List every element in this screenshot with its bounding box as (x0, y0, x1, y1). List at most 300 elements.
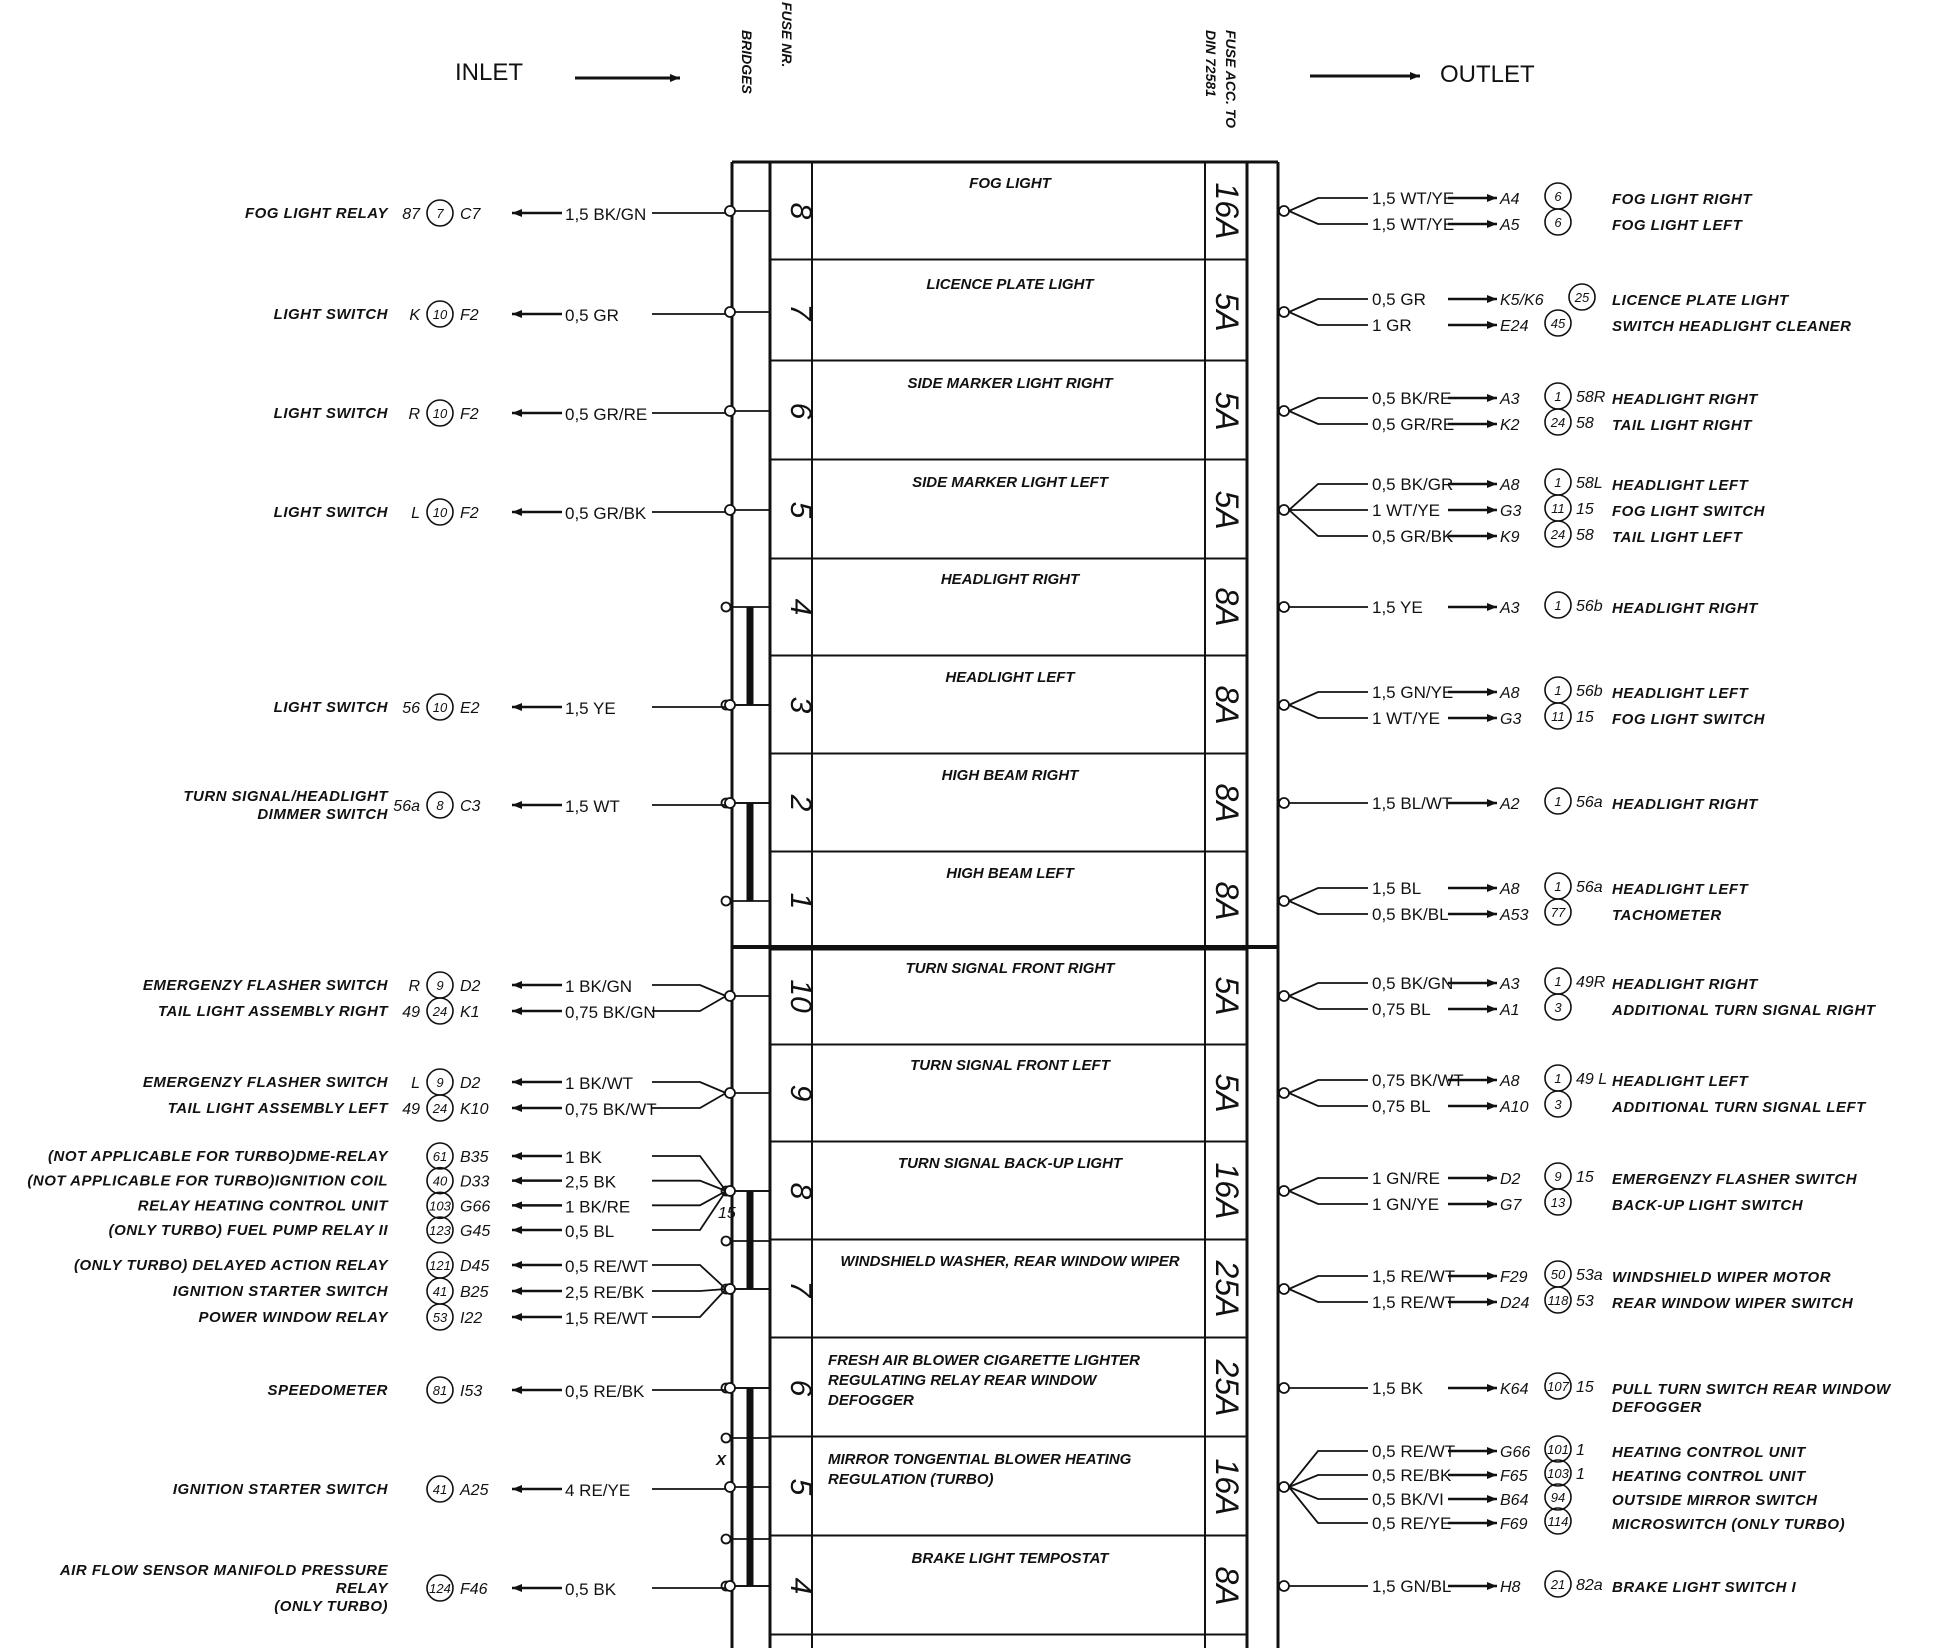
outlet-connector-code: A10 (1500, 1099, 1529, 1116)
outlet-connector-code: K9 (1500, 529, 1520, 546)
outlet-wire (1289, 1460, 1807, 1487)
inlet-component-label: IGNITION STARTER SWITCH (172, 1481, 388, 1498)
inlet-wire-spec: 1,5 YE (565, 699, 616, 718)
inlet-wire-spec: 1,5 WT (565, 797, 620, 816)
inlet-component-ref: 103 (429, 1198, 451, 1214)
outlet-wire (1289, 1287, 1854, 1313)
fuse-number: 3 (784, 696, 817, 714)
inlet-component-label: LIGHT SWITCH (273, 405, 388, 422)
outlet-connector-code: D24 (1500, 1295, 1530, 1312)
outlet-terminal: 15 (1576, 501, 1594, 518)
bridge-terminal (722, 603, 731, 612)
fuse-row (173, 1436, 1845, 1536)
inlet-wire (183, 788, 726, 823)
outlet-connector-code: F65 (1500, 1468, 1528, 1485)
outlet-terminal: 58 (1576, 527, 1594, 544)
outlet-terminal: 49 L (1576, 1071, 1608, 1088)
inlet-wire (173, 1476, 726, 1502)
inlet-terminal-dot (725, 1581, 735, 1591)
inlet-component-label: IGNITION STARTER SWITCH (172, 1283, 388, 1300)
inlet-component-ref: 121 (429, 1258, 451, 1273)
inlet-component-label: LIGHT SWITCH (273, 306, 388, 323)
inlet-terminal-dot (725, 1482, 735, 1492)
outlet-wire-spec: 1,5 BL (1372, 879, 1422, 898)
inlet-wire (274, 499, 726, 525)
inlet-connector-code: B25 (460, 1284, 489, 1301)
inlet-component-ref: 124 (429, 1581, 451, 1596)
fuse-number: 4 (784, 1577, 817, 1595)
inlet-component-ref: 53 (432, 1310, 448, 1325)
outlet-component-ref: 94 (1550, 1490, 1566, 1505)
outlet-wire-spec: 0,5 RE/BK (1372, 1466, 1452, 1485)
outlet-terminal: 56b (1576, 598, 1603, 615)
fuse-caption: FRESH AIR BLOWER CIGARETTE LIGHTER (828, 1352, 1140, 1369)
outlet-wire-spec: 0,5 GR (1372, 290, 1426, 309)
outlet-wire-spec: 0,75 BK/WT (1372, 1071, 1464, 1090)
fuse-rating: 16A (1209, 1458, 1245, 1516)
outlet-terminal-dot (1279, 206, 1289, 216)
outlet-wire (1289, 1163, 1858, 1191)
inlet-connector-code: C3 (460, 798, 481, 815)
outlet-terminal-dot (1279, 505, 1289, 515)
outlet-wire-spec: 0,5 GR/RE (1372, 415, 1455, 434)
outlet-wire-spec: 1 GN/YE (1372, 1195, 1440, 1214)
inlet-component-ref: 10 (432, 505, 448, 520)
inlet-connector-code: C7 (460, 206, 481, 223)
outlet-connector-code: G3 (1500, 711, 1522, 728)
inlet-line (652, 985, 726, 996)
outlet-terminal: 56a (1576, 794, 1603, 811)
outlet-connector-code: K64 (1500, 1381, 1529, 1398)
outlet-line (1289, 312, 1368, 325)
fuse-rating: 5A (1209, 391, 1245, 431)
outlet-component-label: REAR WINDOW WIPER SWITCH (1612, 1295, 1854, 1312)
outlet-terminal-dot (1279, 1088, 1289, 1098)
outlet-component-ref: 1 (1554, 598, 1562, 613)
outlet-terminal-dot (1279, 798, 1289, 808)
outlet-component-ref: 1 (1554, 879, 1562, 894)
outlet-component-label: HEADLIGHT RIGHT (1612, 796, 1758, 813)
outlet-wire-spec: 0,5 BK/VI (1372, 1490, 1444, 1509)
inlet-wire-spec: 2,5 BK (565, 1172, 617, 1192)
outlet-line (1289, 901, 1368, 914)
inlet-connector-code: B35 (460, 1149, 489, 1166)
outlet-wire-spec: 0,75 BL (1372, 1000, 1431, 1019)
inlet-component-ref: 41 (432, 1284, 448, 1299)
outlet-component-label: HEADLIGHT LEFT (1612, 685, 1749, 702)
inlet-component-ref: 10 (432, 307, 448, 322)
outlet-wire-spec: 1 WT/YE (1372, 709, 1441, 728)
outlet-component-label: BACK-UP LIGHT SWITCH (1612, 1197, 1804, 1214)
inlet-connector-code: F2 (460, 307, 479, 324)
fuse-caption: TURN SIGNAL FRONT RIGHT (905, 960, 1115, 977)
inlet-connector-code: D2 (460, 978, 481, 995)
outlet-terminal-dot (1279, 1186, 1289, 1196)
fuse-row (245, 175, 1753, 260)
fuse-caption: HEADLIGHT RIGHT (940, 571, 1080, 588)
outlet-connector-code: A53 (1500, 907, 1529, 924)
fuse-rating: 16A (1209, 182, 1245, 240)
inlet-component-ref: 123 (429, 1223, 451, 1238)
outlet-component-label: FOG LIGHT LEFT (1612, 217, 1743, 234)
outlet-connector-code: K2 (1500, 417, 1520, 434)
outlet-connector-code: A8 (1500, 1073, 1520, 1090)
outlet-component-ref: 6 (1554, 215, 1562, 230)
inlet-connector-code: K1 (460, 1004, 480, 1021)
outlet-terminal: 82a (1576, 1577, 1603, 1594)
inlet-connector-code: K10 (460, 1101, 489, 1118)
inlet-component-label: SPEEDOMETER (267, 1382, 388, 1399)
outlet-wire (1289, 788, 1759, 814)
inlet-connector-code: F2 (460, 406, 479, 423)
fuse-caption: SIDE MARKER LIGHT LEFT (912, 474, 1108, 491)
fuse-row (274, 375, 1759, 460)
outlet-line (1289, 211, 1368, 224)
outlet-wire (1289, 994, 1877, 1020)
outlet-component-label: DEFOGGER (1612, 1399, 1702, 1416)
inlet-connector-code: A25 (460, 1482, 489, 1499)
outlet-component-label: MICROSWITCH (ONLY TURBO) (1612, 1516, 1846, 1533)
inlet-component-label: TURN SIGNAL/HEADLIGHT (183, 788, 388, 805)
outlet-component-label: TAIL LIGHT LEFT (1612, 529, 1743, 546)
inlet-wire (158, 996, 726, 1024)
fuse-number: 8 (784, 202, 817, 220)
inlet-terminal-dot (725, 700, 735, 710)
outlet-line (1289, 888, 1368, 901)
inlet-wire (245, 200, 726, 226)
fuse-number: 6 (784, 402, 817, 420)
outlet-component-ref: 77 (1550, 905, 1566, 920)
outlet-component-ref: 3 (1554, 1000, 1562, 1015)
fuse-rating: 25A (1209, 1260, 1245, 1318)
fuse-row (267, 1352, 1892, 1437)
fuse-caption: TURN SIGNAL FRONT LEFT (910, 1057, 1110, 1074)
inlet-component-ref: 9 (436, 1075, 444, 1090)
outlet-wire (1289, 703, 1766, 729)
fuse-nr-heading: FUSE NR. (779, 2, 795, 68)
outlet-wire (1289, 1261, 1831, 1289)
outlet-connector-code: G3 (1500, 503, 1522, 520)
fuse-caption: REGULATION (TURBO) (828, 1471, 994, 1488)
inlet-wire-spec: 2,5 RE/BK (565, 1283, 645, 1302)
outlet-wire (1289, 383, 1759, 411)
inlet-component-label: LIGHT SWITCH (273, 504, 388, 521)
inlet-line (652, 1265, 726, 1289)
inlet-wire-spec: 0,5 GR/BK (565, 504, 647, 523)
outlet-line (1289, 1276, 1368, 1289)
fuse-caption: REGULATING RELAY REAR WINDOW (828, 1372, 1097, 1389)
outlet-component-label: SWITCH HEADLIGHT CLEANER (1612, 318, 1852, 335)
inlet-terminal: 56a (393, 798, 420, 815)
outlet-wire (1289, 677, 1749, 705)
inlet-terminal: 56 (402, 700, 420, 717)
inlet-component-label: EMERGENZY FLASHER SWITCH (142, 977, 388, 994)
outlet-line (1289, 398, 1368, 411)
outlet-wire-spec: 1,5 WT/YE (1372, 189, 1455, 208)
outlet-connector-code: A5 (1500, 217, 1520, 234)
fuse-row (143, 960, 1877, 1045)
outlet-component-ref: 21 (1550, 1577, 1566, 1592)
fuse-number: 5 (784, 501, 817, 519)
fuse-number: 8 (784, 1182, 817, 1200)
outlet-wire (1289, 1065, 1749, 1093)
inlet-terminal: R (408, 978, 420, 995)
outlet-component-label: EMERGENZY FLASHER SWITCH (1612, 1171, 1858, 1188)
inlet-component-label: (ONLY TURBO) (274, 1598, 388, 1615)
inlet-wire-spec: 0,75 BK/WT (565, 1100, 657, 1119)
inlet-connector-code: D2 (460, 1075, 481, 1092)
outlet-component-ref: 1 (1554, 974, 1562, 989)
inlet-component-ref: 41 (432, 1482, 448, 1497)
outlet-component-ref: 25 (1574, 290, 1590, 305)
outlet-line (1289, 510, 1368, 536)
inlet-line (652, 1093, 726, 1108)
inlet-wire (168, 1093, 726, 1121)
outlet-connector-code: E24 (1500, 318, 1529, 335)
inlet-wire-spec: 1,5 RE/WT (565, 1309, 649, 1328)
inlet-wire (27, 1168, 726, 1194)
inlet-component-label: LIGHT SWITCH (273, 699, 388, 716)
inlet-wire-spec: 0,5 RE/BK (565, 1382, 645, 1401)
outlet-wire-spec: 0,5 BK/BL (1372, 905, 1449, 924)
outlet-component-label: FOG LIGHT RIGHT (1612, 191, 1752, 208)
inlet-component-label: DIMMER SWITCH (257, 806, 388, 823)
outlet-component-ref: 1 (1554, 475, 1562, 490)
outlet-component-label: HEATING CONTROL UNIT (1612, 1444, 1806, 1461)
inlet-wire-spec: 1 BK/GN (565, 977, 633, 996)
inlet-component-ref: 8 (436, 798, 444, 813)
fuse-rating: 8A (1209, 1566, 1245, 1606)
header (455, 2, 1535, 128)
outlet-line (1289, 198, 1368, 211)
inlet-terminal-dot (725, 406, 735, 416)
outlet-wire-spec: 1,5 BK (1372, 1379, 1424, 1398)
outlet-terminal: 58L (1576, 475, 1603, 492)
outlet-terminal: 58 (1576, 415, 1594, 432)
outlet-wire-spec: 0,5 RE/YE (1372, 1514, 1452, 1533)
inlet-terminal: 87 (402, 206, 420, 223)
bridge (722, 799, 771, 906)
outlet-component-ref: 6 (1554, 189, 1562, 204)
inlet-component-label: RELAY (335, 1580, 388, 1597)
fuse-number: 9 (784, 1084, 817, 1102)
outlet-component-ref: 45 (1550, 316, 1566, 331)
fuse-number: 5 (784, 1478, 817, 1496)
outlet-wire-spec: 1,5 BL/WT (1372, 794, 1453, 813)
inlet-component-label: RELAY HEATING CONTROL UNIT (137, 1197, 388, 1215)
bridge-terminal (722, 1237, 731, 1246)
fuse-number: 7 (784, 1280, 817, 1298)
inlet-line (652, 1082, 726, 1093)
outlet-component-label: OUTSIDE MIRROR SWITCH (1612, 1492, 1818, 1509)
outlet-wire-spec: 1,5 WT/YE (1372, 215, 1455, 234)
outlet-component-label: HEADLIGHT RIGHT (1612, 391, 1758, 408)
outlet-line (1289, 705, 1368, 718)
inlet-component-ref: 10 (432, 406, 448, 421)
outlet-terminal: 49R (1576, 974, 1606, 991)
inlet-component-ref: 7 (436, 206, 444, 221)
outlet-terminal-dot (1279, 991, 1289, 1001)
fuse-caption: HEADLIGHT LEFT (945, 669, 1075, 686)
inlet-wire-spec: 1 BK (565, 1148, 602, 1167)
outlet-terminal-dot (1279, 602, 1289, 612)
fuse-number: 1 (784, 892, 817, 910)
fuse-rating: 16A (1209, 1162, 1245, 1220)
inlet-wire-spec: 4 RE/YE (565, 1481, 631, 1500)
fuse-number: 10 (784, 979, 817, 1013)
inlet-wire-spec: 0,5 RE/WT (565, 1257, 649, 1276)
outlet-component-label: HEADLIGHT RIGHT (1612, 600, 1758, 617)
fuse-rating: 5A (1209, 1073, 1245, 1113)
outlet-connector-code: K5/K6 (1500, 292, 1544, 309)
outlet-terminal: 1 (1576, 1466, 1585, 1483)
inlet-terminal-dot (725, 307, 735, 317)
outlet-wire (1289, 968, 1759, 996)
outlet-connector-code: H8 (1500, 1579, 1521, 1596)
outlet-component-ref: 3 (1554, 1097, 1562, 1112)
inlet-connector-code: G45 (460, 1223, 491, 1240)
outlet-connector-code: A3 (1500, 600, 1520, 617)
bridge-terminal (722, 1535, 731, 1544)
inlet-wire-spec: 0,5 GR/RE (565, 405, 648, 424)
inlet-wire (267, 1377, 726, 1403)
outlet-line (1289, 1093, 1368, 1106)
outlet-component-ref: 1 (1554, 389, 1562, 404)
outlet-connector-code: D2 (1500, 1171, 1521, 1188)
inlet-line (652, 1289, 726, 1291)
outlet-wire (1289, 592, 1759, 618)
outlet-component-ref: 13 (1550, 1195, 1566, 1210)
inlet-line (652, 996, 726, 1011)
outlet-wire (1289, 1091, 1867, 1117)
outlet-wire (1289, 284, 1790, 312)
inlet-wire (143, 1069, 726, 1095)
fuse-rating: 25A (1209, 1359, 1245, 1417)
outlet-component-ref: 103 (1547, 1466, 1569, 1481)
outlet-component-label: HEATING CONTROL UNIT (1612, 1468, 1806, 1485)
fuse-row (274, 669, 1766, 754)
fuse-row (59, 1550, 1797, 1635)
inlet-line (652, 1191, 726, 1205)
outlet-component-ref: 101 (1547, 1442, 1569, 1457)
outlet-component-ref: 9 (1554, 1169, 1562, 1184)
inlet-connector-code: F2 (460, 505, 479, 522)
inlet-connector-code: D45 (460, 1258, 490, 1275)
outlet-terminal: 15 (1576, 709, 1594, 726)
inlet-connector-code: I53 (460, 1383, 483, 1400)
outlet-terminal: 15 (1576, 1169, 1594, 1186)
outlet-wire-spec: 1 WT/YE (1372, 501, 1441, 520)
fuse-rating: 8A (1209, 783, 1245, 823)
inlet-component-label: TAIL LIGHT ASSEMBLY RIGHT (158, 1003, 388, 1020)
inlet-terminal-dot (725, 1186, 735, 1196)
outlet-component-ref: 11 (1551, 709, 1565, 724)
fuse-row (143, 1057, 1867, 1142)
fuse-row (27, 1143, 1857, 1243)
fuse-din-heading: DIN 72581 (1203, 30, 1219, 97)
outlet-connector-code: A4 (1500, 191, 1520, 208)
inlet-wire-spec: 1,5 BK/GN (565, 205, 647, 224)
outlet-component-label: WINDSHIELD WIPER MOTOR (1612, 1269, 1832, 1286)
outlet-component-ref: 1 (1554, 683, 1562, 698)
outlet-line (1289, 1289, 1368, 1302)
outlet-wire (1289, 1484, 1818, 1510)
bridge (722, 603, 771, 710)
inlet-wire-spec: 0,5 BK (565, 1580, 617, 1599)
inlet-wire (143, 972, 726, 998)
outlet-connector-code: A8 (1500, 685, 1520, 702)
outlet-line (1289, 484, 1368, 510)
inlet-terminal: 49 (402, 1101, 420, 1118)
outlet-terminal: 53 (1576, 1293, 1594, 1310)
outlet-component-label: HEADLIGHT LEFT (1612, 1073, 1749, 1090)
fuse-row (274, 276, 1852, 361)
inlet-component-ref: 24 (432, 1004, 448, 1019)
fuse-number: 2 (784, 794, 817, 812)
outlet-wire (1289, 1571, 1796, 1597)
outlet-component-label: ADDITIONAL TURN SIGNAL RIGHT (1612, 1002, 1876, 1019)
inlet-wire (274, 301, 726, 327)
inlet-wire-spec: 0,5 GR (565, 306, 619, 325)
outlet-component-label: HEADLIGHT LEFT (1612, 477, 1749, 494)
outlet-component-label: HEADLIGHT LEFT (1612, 881, 1749, 898)
inlet-component-label: (NOT APPLICABLE FOR TURBO)IGNITION COIL (27, 1172, 388, 1190)
outlet-terminal: 15 (1576, 1379, 1594, 1396)
outlet-wire (1289, 209, 1744, 235)
inlet-wire (274, 694, 726, 720)
outlet-terminal-dot (1279, 896, 1289, 906)
fuse-row (183, 767, 1759, 852)
outlet-wire (1289, 873, 1749, 901)
fuse-row (770, 865, 1749, 950)
fuse-caption: TURN SIGNAL BACK-UP LIGHT (897, 1155, 1123, 1172)
fuse-number: 7 (784, 303, 817, 321)
bridge-terminal (722, 1434, 731, 1443)
outlet-heading: OUTLET (1440, 61, 1535, 88)
fuse-caption: DEFOGGER (828, 1392, 914, 1409)
inlet-heading: INLET (455, 59, 524, 86)
inlet-wire-spec: 1 BK/RE (565, 1197, 631, 1217)
outlet-wire-spec: 0,75 BL (1372, 1097, 1431, 1116)
fuse-number: 6 (784, 1379, 817, 1397)
outlet-wire-spec: 1,5 GN/BL (1372, 1577, 1452, 1596)
outlet-terminal: 58R (1576, 389, 1606, 406)
outlet-component-ref: 1 (1554, 794, 1562, 809)
inlet-component-label: TAIL LIGHT ASSEMBLY LEFT (167, 1100, 388, 1117)
outlet-wire-spec: 1 GN/RE (1372, 1169, 1441, 1188)
outlet-terminal-dot (1279, 1482, 1289, 1492)
outlet-component-ref: 114 (1547, 1514, 1569, 1529)
outlet-wire-spec: 1 GR (1372, 316, 1412, 335)
inlet-wire (138, 1191, 726, 1218)
inlet-component-ref: 81 (432, 1383, 448, 1398)
fuse-number: 4 (784, 598, 817, 616)
outlet-wire-spec: 0,5 RE/WT (1372, 1442, 1456, 1461)
outlet-component-label: HEADLIGHT RIGHT (1612, 976, 1758, 993)
outlet-terminal-dot (1279, 1383, 1289, 1393)
inlet-component-ref: 40 (432, 1173, 448, 1189)
outlet-connector-code: F69 (1500, 1516, 1528, 1533)
outlet-line (1289, 411, 1368, 424)
outlet-terminal: 53a (1576, 1267, 1603, 1284)
outlet-component-label: FOG LIGHT SWITCH (1612, 711, 1765, 728)
fuse-caption: HIGH BEAM RIGHT (941, 767, 1079, 784)
outlet-line (1289, 1191, 1368, 1204)
inlet-terminal: L (411, 1075, 420, 1092)
outlet-wire (1289, 310, 1852, 336)
inlet-component-label: POWER WINDOW RELAY (198, 1309, 388, 1326)
inlet-connector-code: F46 (460, 1581, 488, 1598)
